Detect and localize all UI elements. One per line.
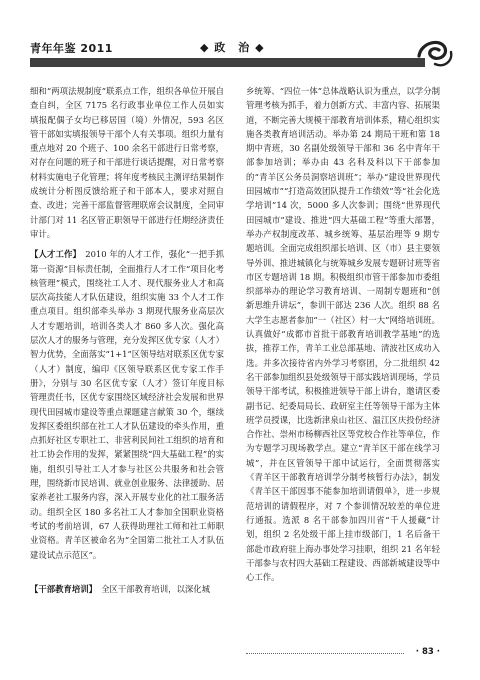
paragraph-supervision: 细和“两项法规制度”联系点工作，组织各单位开展自查自纠，全区 7175 名行政事业单位工作人员如实填报配偶子女均已移居国（境）外情况，593 名区管干部如实填报领导干部个人有关事项。组织力量有重点地对 20 个班子、100 余名干部进行日常考察，对存在问题的班子和干部进行谈话提醒，对日常考察材料实施电子化管理；将年度考核民主测评结果制作成统计分析图反馈给班子和干部本人，要求对照自查、改进；完善干部监督管理联席会议制度，全同审计部门对 11 名区管正职领导干部进行任期经济责任审计。 xyxy=(30,86,224,239)
page-header xyxy=(0,0,480,70)
header-bar xyxy=(30,58,425,67)
footer-dotted-rule xyxy=(246,653,404,654)
paragraph-training xyxy=(30,582,224,596)
right-column xyxy=(246,84,440,584)
heading-talent-work: 【人才工作】 xyxy=(30,249,77,260)
paragraph-gap xyxy=(30,562,224,582)
paragraph-talent xyxy=(30,247,224,562)
page-number: · 83 · xyxy=(415,647,440,657)
text-talent-work: 2010 年的人才工作，强化“一把手抓第一资源”目标责任制，全面推行人才工作“项目化考核管理”模式，围绕社工人才、现代服务业人才和高层次高技能人才队伍建设，组织实施 33 个人才工作重点项目。组织部牵头举办 3 期现代服务业高层次人才专题培训，培训各类人才 860 多人次。强化高层次人才的服务与管理，充分发挥区优专家（人才）智力优势，全面落实“1+1”区领导结对联系区优专家（人才）制度，编印《区领导联系区优专家工作手册》，分别与 30 名区优专家（人才）签订年度目标管理责任书，区优专家围绕区域经济社会发展和世界现代田园城市建设等重点课题建言献策 30 个，继续发挥区委组织部在社工人才队伍建设的牵头作用，重点抓好社区专职社工、非营利民间社工组织的培育和社工协会作用的发挥，紧紧围绕“四大基础工程”的实施，组织引导社工人才参与社区公共服务和社会管理，围绕新市民培训、就业创业服务、法律援助、居家养老社工服务内容，深入开展专业化的社工服务活动。组织全区 180 多名社工人才参加全国职业资格考试的考前培训，67 人获得助理社工师和社工师职业资格。青羊区被命名为“全国第二批社工人才队伍建设试点示范区”。 xyxy=(30,249,224,560)
text-cadre-training: 全区干部教育培训，以深化城 xyxy=(101,583,211,594)
section-title: ◆ 政 治 ◆ xyxy=(200,41,265,54)
swirl-logo-icon xyxy=(415,34,455,70)
page-footer xyxy=(246,647,440,661)
paragraph-training-continued: 乡统筹、“四位一体”总体战略认识为重点，以学分制管理考核为抓手，着力创新方式、丰富内容、拓展渠道，不断完善大规模干部教育培训体系，精心组织实施各类教育培训活动。举办第 24 期局干班和第 18 期中青班，30 名副处级领导干部和 36 名中青年干部参加培训；举办由 43 名科及科以下干部参加的“青羊区公务员洞察培训班”；举办“建设世界现代田园城市”“打造高效团队提升工作绩效”等“社会化选学培训”14 次，5000 多人次参训；围绕“世界现代田园城市”建设、推进“四大基础工程”等重大部署，举办产权制度改革、城乡统筹、基层治理等 9 期专题培训。全面完成组织部长培训、区（市）县主要领导外训、推进城镇化与统筹城乡发展专题研讨班等省市区专题培训 18 期。积极组织市管干部参加市委组织部举办的理论学习教育培训、一周制专题班和“创新思维升讲坛”，参训干部达 236 人次。组织 88 名大学生志愿者参加“一（社区）村一大”网络培训班。认真做好“成都市首批干部教育培训教学基地”的选拔，推荐工作，青羊工业总部基地、清波社区成功入选。并多次接待省内外学习考察团，分二批组织 42 名干部参加组织县处级领导干部实践培训现场，学员领导干部考试，积极推进领导干部上讲台，邀请区委副书记、纪委局局长、政研室主任等领导干部为主体班学员授课，比选新津泉山社区、温江区庆投份经济合作社、崇州市杨柳西社区等党校合作社等单位，作为专题学习现场教学点。建立“青羊区干部在线学习城”，并在区管领导干部中试运行，全面贯彻落实《青羊区干部教育培训学分制考核暂行办法》，制发《青羊区干部因事不能参加培训请假单》，进一步规范培训的请假程序，对 7 个参训情况较差的单位进行通报。选派 8 名干部参加四川省“千人援藏”计划，组织 2 名处级干部上挂市级部门，1 名后备干部赴市政府驻上海办事处学习挂职，组织 21 名年轻干部参与农村四大基础工程建设、西部新城建设等中心工作。 xyxy=(246,86,440,583)
book-title: 青年年鉴 2011 xyxy=(30,42,113,55)
heading-cadre-training: 【干部教育培训】 xyxy=(30,583,93,594)
left-column xyxy=(30,84,224,596)
